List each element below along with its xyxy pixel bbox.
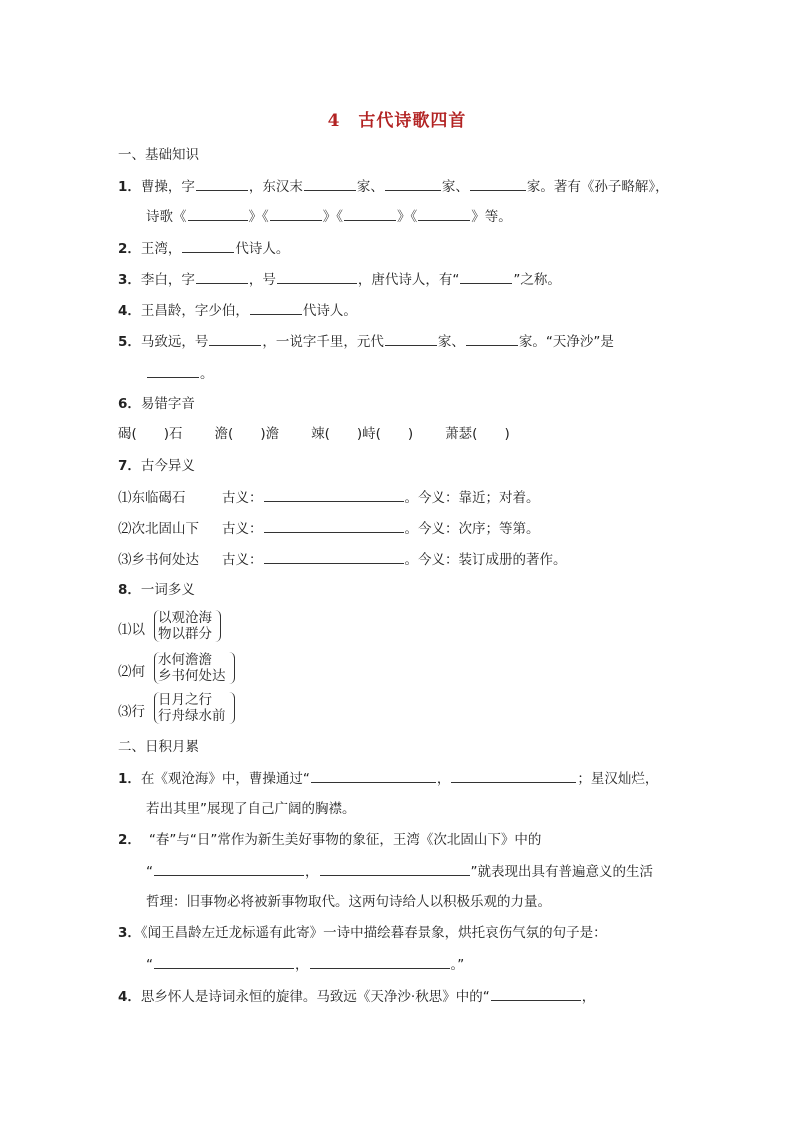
question-text: 》等。 xyxy=(471,209,512,225)
answer-blank[interactable] xyxy=(311,768,436,783)
pronunciation-item: 竦( )峙( ) xyxy=(311,426,414,442)
answer-blank[interactable] xyxy=(304,176,356,191)
question-text: “ xyxy=(146,864,153,880)
question-5-line-1 xyxy=(118,331,614,352)
answer-blank[interactable] xyxy=(264,487,404,502)
question-text: ，一说字千里，元代 xyxy=(262,334,384,350)
question-text: ”就表现出具有普遍意义的生活 xyxy=(470,864,653,880)
question-number: 3． xyxy=(118,272,141,288)
answer-blank[interactable] xyxy=(385,176,441,191)
question-7-row-3 xyxy=(118,549,567,570)
question-text: 思乡怀人是诗词永恒的旋律。马致远《天净沙·秋思》中的“ xyxy=(140,989,490,1005)
answer-blank[interactable] xyxy=(188,206,248,221)
question-7-row-2 xyxy=(118,518,540,539)
question-text: ， xyxy=(305,864,319,880)
question-number: 4． xyxy=(118,989,141,1005)
question-number: 8． xyxy=(118,582,141,598)
question-8 xyxy=(118,580,195,600)
question-text: 家、 xyxy=(356,179,384,195)
part2-question-3-line-1 xyxy=(118,923,607,943)
part2-question-3-line-2 xyxy=(146,954,464,975)
right-brace xyxy=(214,610,221,642)
question-text: 代诗人。 xyxy=(302,303,357,319)
polysemy-group-3 xyxy=(118,692,238,726)
question-number: 7． xyxy=(118,458,141,474)
question-text: 古义： xyxy=(222,490,263,506)
polysemy-example: 日月之行 xyxy=(158,692,212,708)
question-text: 。今义：装订成册的著作。 xyxy=(404,552,567,568)
answer-blank[interactable] xyxy=(451,768,576,783)
page-title: 4 古代诗歌四首 xyxy=(327,111,467,131)
right-brace xyxy=(228,652,235,684)
answer-blank[interactable] xyxy=(385,331,437,346)
question-text: 古义： xyxy=(222,552,263,568)
question-text: ”之称。 xyxy=(513,272,561,288)
vocab-word: ⑵次北固山下 xyxy=(118,521,199,537)
question-text: 家、 xyxy=(441,179,469,195)
part2-question-2-line-3: 哲理：旧事物必将被新事物取代。这两句诗给人以积极乐观的力量。 xyxy=(146,894,551,910)
question-7 xyxy=(118,456,195,476)
part2-question-1-line-1 xyxy=(118,768,658,789)
question-text: 》《 xyxy=(248,209,269,225)
part2-question-1-line-2: 若出其里”展现了自己广阔的胸襟。 xyxy=(146,801,356,817)
answer-blank[interactable] xyxy=(147,363,199,378)
question-text: 。” xyxy=(450,957,465,973)
part2-question-4-line-1 xyxy=(118,986,595,1007)
polysemy-example: 乡书何处达 xyxy=(158,668,226,684)
question-text: 家、 xyxy=(437,334,465,350)
question-number: 2． xyxy=(118,832,141,848)
answer-blank[interactable] xyxy=(270,206,322,221)
question-text: ， xyxy=(436,771,451,787)
question-6-items xyxy=(118,424,510,444)
answer-blank[interactable] xyxy=(250,300,302,315)
polysemy-group-2 xyxy=(118,652,238,686)
right-brace xyxy=(228,692,235,724)
answer-blank[interactable] xyxy=(277,269,357,284)
polysemy-label: ⑵何 xyxy=(118,664,145,680)
question-text: ， xyxy=(295,957,309,973)
question-text: 李白，字 xyxy=(140,272,195,288)
question-number: 4． xyxy=(118,303,141,319)
question-number: 1． xyxy=(118,179,141,195)
question-text: 在《观沧海》中，曹操通过“ xyxy=(140,771,310,787)
answer-blank[interactable] xyxy=(320,861,470,876)
question-text: ，东汉末 xyxy=(248,179,303,195)
answer-blank[interactable] xyxy=(344,206,396,221)
answer-blank[interactable] xyxy=(491,986,581,1001)
polysemy-group-1 xyxy=(118,610,228,644)
question-text: 一词多义 xyxy=(140,582,195,598)
section-heading-basics: 一、基础知识 xyxy=(118,147,199,163)
question-text: 家。著有《孙子略解》， xyxy=(526,179,669,195)
question-text: ， xyxy=(581,989,596,1005)
question-6 xyxy=(118,394,195,414)
question-text: 易错字音 xyxy=(140,396,195,412)
question-text: 曹操，字 xyxy=(140,179,195,195)
question-3 xyxy=(118,269,561,290)
vocab-word: ⑶乡书何处达 xyxy=(118,552,199,568)
question-text: ，唐代诗人，有“ xyxy=(357,272,460,288)
question-text: 王昌龄，字少伯， xyxy=(140,303,249,319)
question-number: 5． xyxy=(118,334,141,350)
part2-question-2-line-1 xyxy=(118,830,541,850)
polysemy-example: 以观沧海 xyxy=(158,610,212,626)
answer-blank[interactable] xyxy=(182,238,234,253)
pronunciation-item: 碣( )石 xyxy=(118,426,183,442)
question-text: 古今异义 xyxy=(140,458,195,474)
question-number: 2． xyxy=(118,241,141,257)
answer-blank[interactable] xyxy=(209,331,261,346)
answer-blank[interactable] xyxy=(310,954,450,969)
pronunciation-item: 萧瑟( ) xyxy=(445,426,510,442)
question-text: 马致远，号 xyxy=(140,334,209,350)
question-text: “春”与“日”常作为新生美好事物的象征，王湾《次北固山下》中的 xyxy=(148,832,542,848)
question-text: “ xyxy=(146,957,153,973)
answer-blank[interactable] xyxy=(460,269,512,284)
question-1-line-2 xyxy=(146,206,512,227)
question-7-row-1 xyxy=(118,487,540,508)
question-text: 《闻王昌龄左迁龙标遥有此寄》一诗中描绘暮春景象，烘托哀伤气氛的句子是： xyxy=(140,925,607,941)
question-text: ，号 xyxy=(248,272,276,288)
question-number: 3． xyxy=(118,925,141,941)
part2-question-2-line-2 xyxy=(146,861,653,882)
question-text: 》《 xyxy=(322,209,343,225)
question-text: 代诗人。 xyxy=(235,241,290,257)
answer-blank[interactable] xyxy=(264,518,404,533)
question-number: 1． xyxy=(118,771,141,787)
section-heading-accumulation: 二、日积月累 xyxy=(118,739,199,755)
question-text: 。 xyxy=(200,366,214,382)
vocab-word: ⑴东临碣石 xyxy=(118,490,186,506)
polysemy-example: 物以群分 xyxy=(158,626,212,642)
question-text: 王湾， xyxy=(140,241,182,257)
question-text: 家。“天净沙”是 xyxy=(518,334,614,350)
polysemy-example: 水何澹澹 xyxy=(158,652,212,668)
question-text: 古义： xyxy=(222,521,263,537)
question-text: 。今义：次序；等第。 xyxy=(404,521,540,537)
answer-blank[interactable] xyxy=(154,954,294,969)
answer-blank[interactable] xyxy=(470,176,526,191)
question-2 xyxy=(118,238,289,259)
question-1-line-1 xyxy=(118,176,669,197)
question-text: 》《 xyxy=(397,209,418,225)
question-number: 6． xyxy=(118,396,141,412)
question-text: ；星汉灿烂， xyxy=(577,771,659,787)
answer-blank[interactable] xyxy=(466,331,518,346)
question-4 xyxy=(118,300,357,321)
answer-blank[interactable] xyxy=(264,549,404,564)
pronunciation-item: 澹( )澹 xyxy=(214,426,280,442)
answer-blank[interactable] xyxy=(154,861,304,876)
answer-blank[interactable] xyxy=(196,269,248,284)
polysemy-example: 行舟绿水前 xyxy=(158,708,226,724)
answer-blank[interactable] xyxy=(196,176,248,191)
polysemy-label: ⑶行 xyxy=(118,704,145,720)
question-5-line-2 xyxy=(146,363,214,384)
question-text: 诗歌《 xyxy=(146,209,187,225)
answer-blank[interactable] xyxy=(418,206,470,221)
question-text: 。今义：靠近；对着。 xyxy=(404,490,540,506)
polysemy-label: ⑴以 xyxy=(118,622,145,638)
